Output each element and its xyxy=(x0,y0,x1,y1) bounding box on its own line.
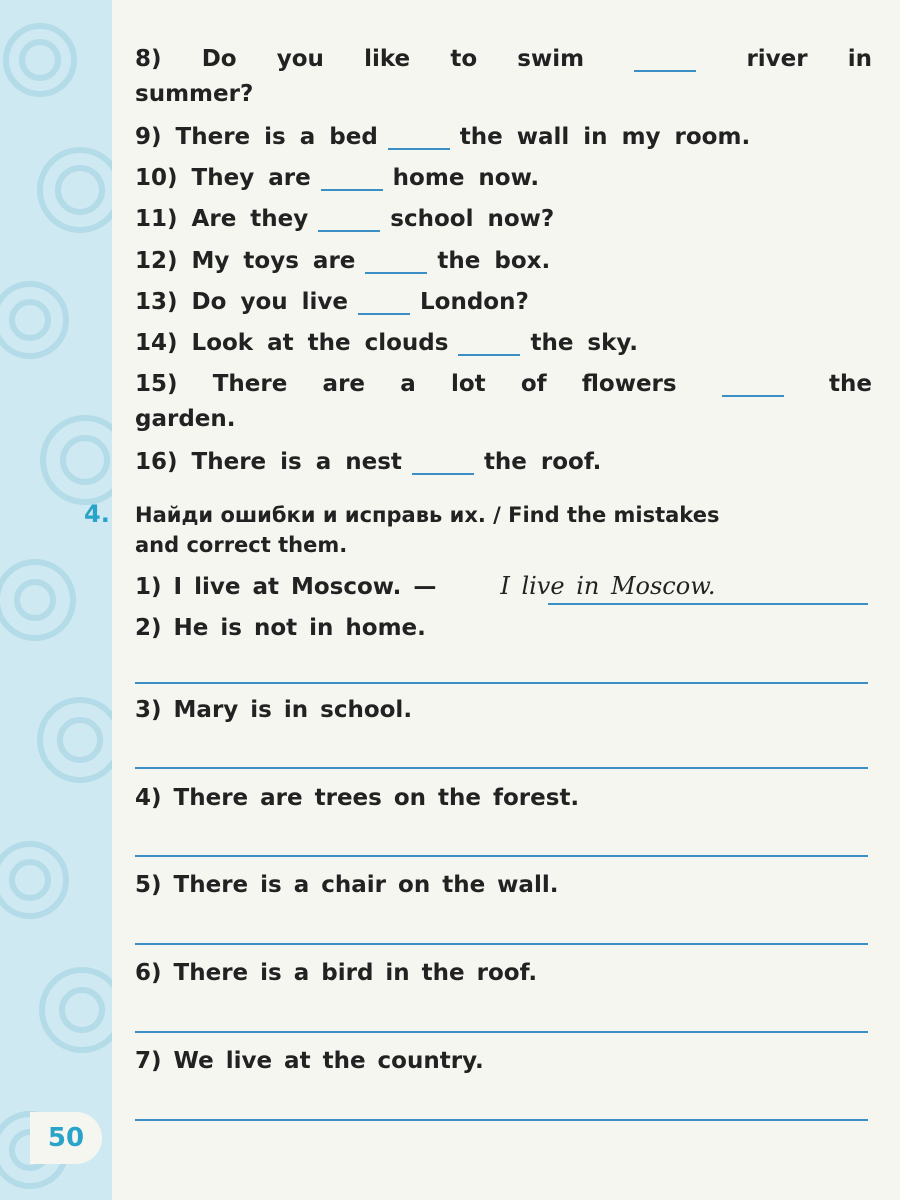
handwritten-answer: I live in Moscow. xyxy=(500,572,716,600)
decorative-margin xyxy=(0,0,112,1200)
fill-blank[interactable] xyxy=(321,189,383,191)
exercise3-item-14: 14) Look at the clouds the sky. xyxy=(135,330,639,356)
answer-line[interactable] xyxy=(135,682,868,684)
exercise3-item-15: 15) There are a lot of flowers the xyxy=(135,371,872,397)
exercise4-number: 4. xyxy=(84,500,110,528)
exercise4-item-3: 3) Mary is in school. xyxy=(135,697,413,723)
exercise3-item-15-cont: garden. xyxy=(135,406,236,432)
exercise4-item-7: 7) We live at the country. xyxy=(135,1048,484,1074)
exercise3-item-10: 10) They are home now. xyxy=(135,165,540,191)
page-number: 50 xyxy=(30,1112,102,1164)
exercise4-item-4: 4) There are trees on the forest. xyxy=(135,785,580,811)
exercise3-item-12: 12) My toys are the box. xyxy=(135,248,551,274)
exercise3-item-9: 9) There is a bed the wall in my room. xyxy=(135,124,751,150)
exercise4-instruction-line2: and correct them. xyxy=(135,533,348,557)
answer-line[interactable] xyxy=(135,1119,868,1121)
swirl-pattern-icon xyxy=(0,0,112,1200)
fill-blank[interactable] xyxy=(634,70,696,72)
fill-blank[interactable] xyxy=(412,473,474,475)
answer-line[interactable] xyxy=(135,1031,868,1033)
fill-blank[interactable] xyxy=(365,272,427,274)
fill-blank[interactable] xyxy=(388,148,450,150)
exercise4-item-5: 5) There is a chair on the wall. xyxy=(135,872,559,898)
exercise4-instruction-line1: Найди ошибки и исправь их. / Find the mistakes xyxy=(135,503,720,527)
exercise3-item-16: 16) There is a nest the roof. xyxy=(135,449,602,475)
exercise3-item-8: 8) Do you like to swim river in xyxy=(135,46,873,72)
exercise3-item-11: 11) Are they school now? xyxy=(135,206,555,232)
fill-blank[interactable] xyxy=(722,395,784,397)
exercise4-item-1: 1) I live at Moscow. — I live in Moscow. xyxy=(135,572,716,600)
answer-line[interactable] xyxy=(135,855,868,857)
answer-line[interactable] xyxy=(135,767,868,769)
fill-blank[interactable] xyxy=(358,313,410,315)
exercise3-item-8-cont: summer? xyxy=(135,81,254,107)
exercise3-item-13: 13) Do you live London? xyxy=(135,289,529,315)
exercise4-item-6: 6) There is a bird in the roof. xyxy=(135,960,538,986)
exercise4-item-2: 2) He is not in home. xyxy=(135,615,426,641)
answer-line[interactable] xyxy=(548,603,868,605)
fill-blank[interactable] xyxy=(458,354,520,356)
answer-line[interactable] xyxy=(135,943,868,945)
fill-blank[interactable] xyxy=(318,230,380,232)
